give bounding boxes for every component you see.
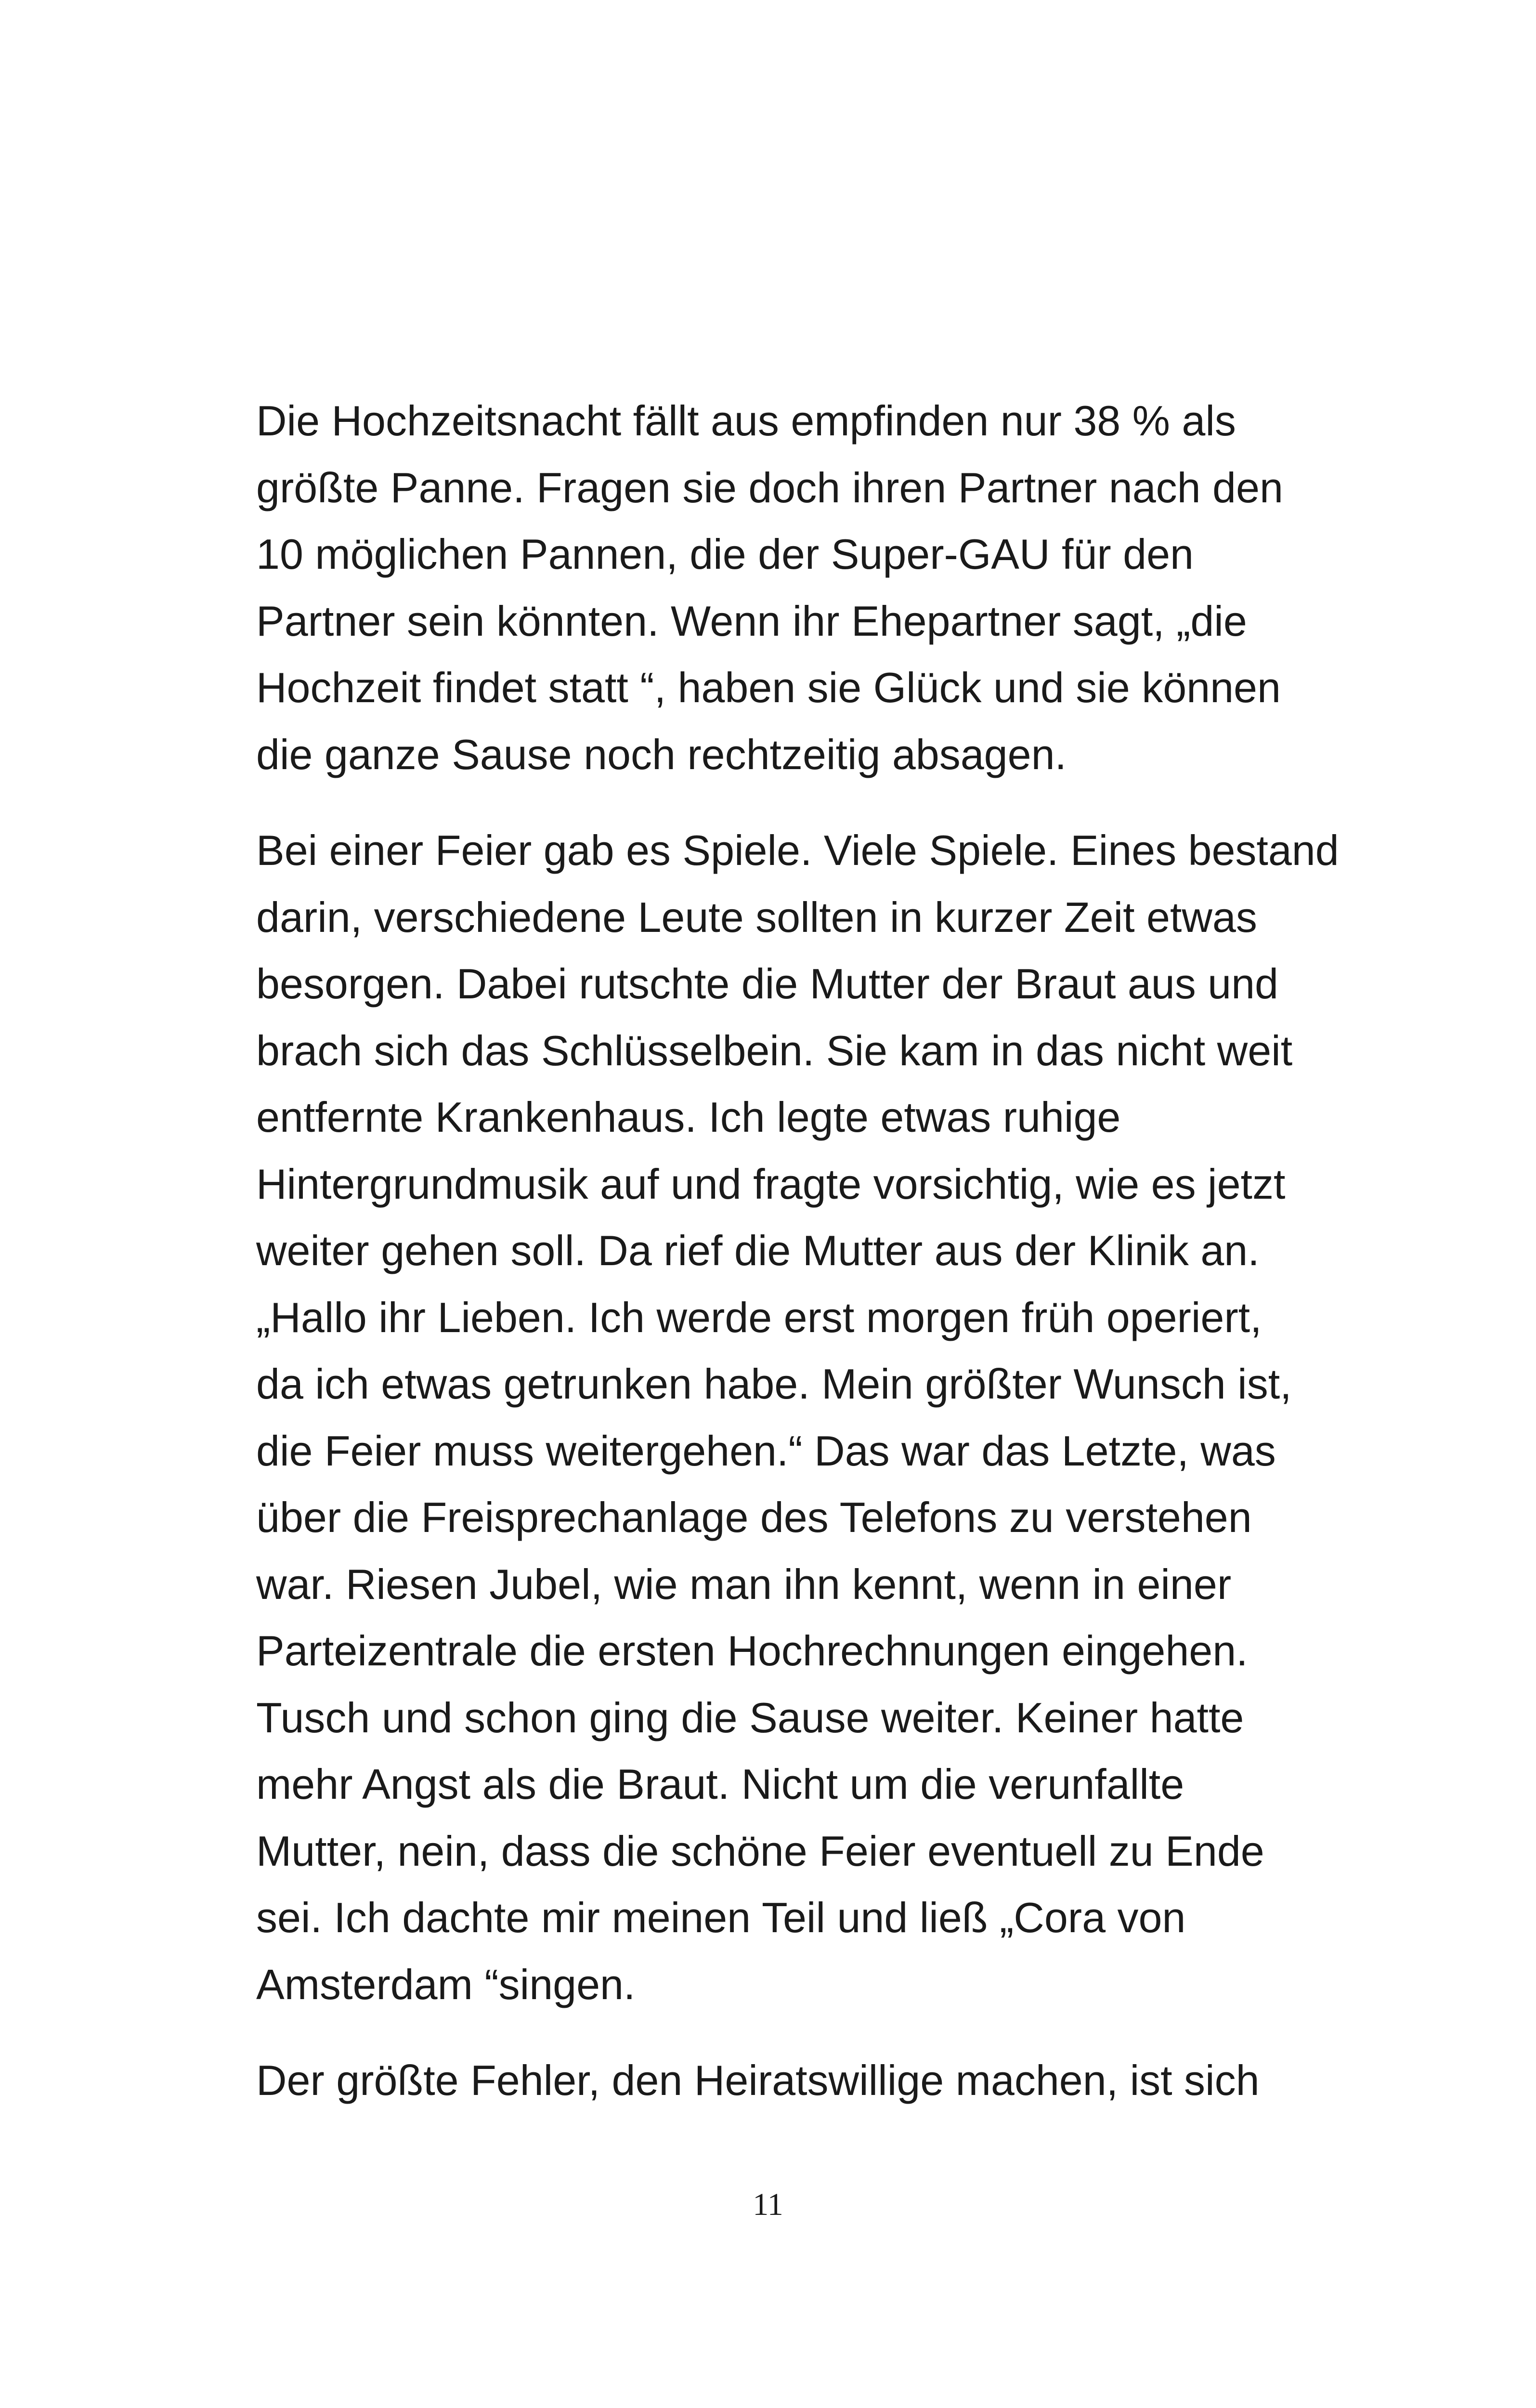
paragraph-spacer bbox=[256, 788, 1335, 817]
text-line: die Feier muss weitergehen.“ Das war das Letzte, was bbox=[256, 1426, 1276, 1475]
text-line: Der größte Fehler, den Heiratswillige machen, ist sich bbox=[256, 2056, 1260, 2104]
text-line: brach sich das Schlüsselbein. Sie kam in das nicht weit bbox=[256, 1026, 1293, 1074]
paragraph-1 bbox=[256, 388, 1335, 788]
text-line: Hintergrundmusik auf und fragte vorsichtig, wie es jetzt bbox=[256, 1160, 1286, 1208]
page-number: 11 bbox=[753, 2187, 783, 2222]
text-line: weiter gehen soll. Da rief die Mutter aus der Klinik an. bbox=[256, 1227, 1260, 1274]
text-line: Tusch und schon ging die Sause weiter. Keiner hatte bbox=[256, 1693, 1244, 1741]
text-line: Die Hochzeitsnacht fällt aus empfinden nur 38 % als bbox=[256, 397, 1236, 445]
paragraph-2 bbox=[256, 817, 1339, 2018]
text-line: war. Riesen Jubel, wie man ihn kennt, wenn in einer bbox=[256, 1560, 1232, 1608]
text-line: mehr Angst als die Braut. Nicht um die verunfallte bbox=[256, 1760, 1185, 1808]
text-line: „Hallo ihr Lieben. Ich werde erst morgen früh operiert, bbox=[256, 1293, 1262, 1341]
body-text bbox=[256, 388, 1339, 2114]
text-line: Amsterdam “singen. bbox=[256, 1960, 636, 2008]
paragraph-spacer bbox=[256, 2018, 1335, 2047]
text-line: Bei einer Feier gab es Spiele. Viele Spiele. Eines bestand bbox=[256, 826, 1339, 874]
text-line: Partner sein könnten. Wenn ihr Ehepartner sagt, „die bbox=[256, 597, 1247, 645]
text-line: Hochzeit findet statt “, haben sie Glück und sie können bbox=[256, 664, 1281, 711]
paragraph-3 bbox=[256, 2047, 1335, 2114]
text-line: über die Freisprechanlage des Telefons zu verstehen bbox=[256, 1493, 1252, 1541]
text-line: sei. Ich dachte mir meinen Teil und ließ „Cora von bbox=[256, 1894, 1186, 1941]
text-line: Mutter, nein, dass die schöne Feier eventuell zu Ende bbox=[256, 1827, 1264, 1875]
text-line: besorgen. Dabei rutschte die Mutter der Braut aus und bbox=[256, 960, 1278, 1008]
text-line: da ich etwas getrunken habe. Mein größter Wunsch ist, bbox=[256, 1360, 1292, 1408]
text-line: die ganze Sause noch rechtzeitig absagen. bbox=[256, 730, 1067, 778]
text-line: entfernte Krankenhaus. Ich legte etwas ruhige bbox=[256, 1093, 1121, 1141]
text-line: 10 möglichen Pannen, die der Super-GAU für den bbox=[256, 530, 1194, 578]
text-line: Parteizentrale die ersten Hochrechnungen eingehen. bbox=[256, 1627, 1248, 1675]
text-line: darin, verschiedene Leute sollten in kurzer Zeit etwas bbox=[256, 893, 1257, 941]
text-line: größte Panne. Fragen sie doch ihren Partner nach den bbox=[256, 463, 1283, 511]
